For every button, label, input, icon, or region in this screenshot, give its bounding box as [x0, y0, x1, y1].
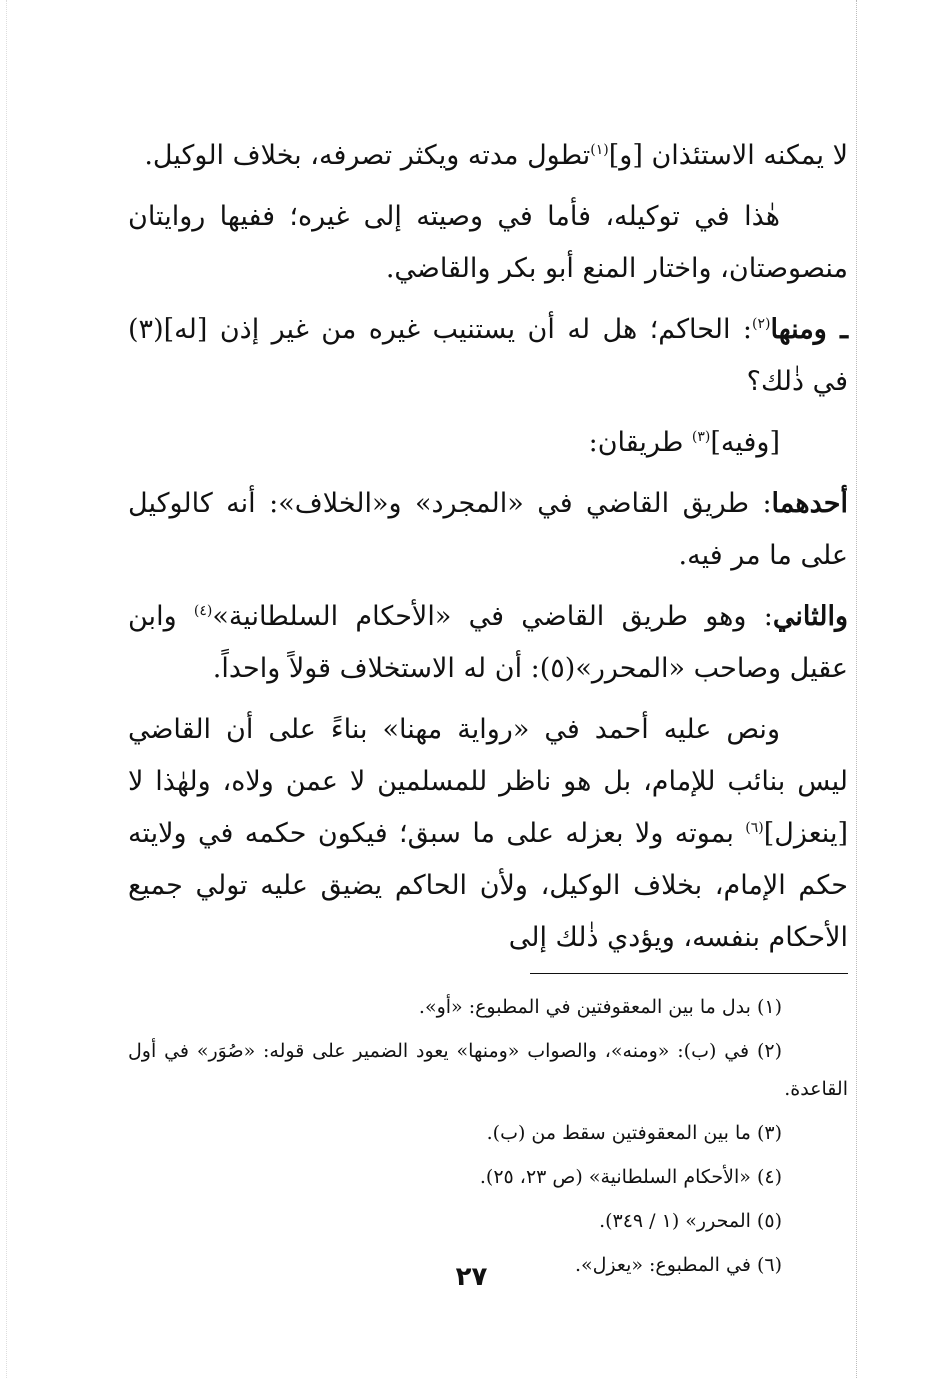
paragraph-text: : وهو طريق القاضي في «الأحكام السلطانية»	[212, 601, 773, 632]
footnote-6: (٦) في المطبوع: «يعزل».	[574, 1254, 782, 1276]
page-content	[128, 130, 848, 1290]
footnote-ref[interactable]: (٢)	[752, 316, 771, 332]
paragraph-text: [وفيه]	[710, 427, 780, 458]
footnote-separator	[530, 973, 848, 974]
paragraph-2	[128, 191, 848, 295]
paragraph-text: طريقان:	[588, 427, 692, 458]
paragraph-text: : الحاكم؛ هل له أن يستنيب غيره من غير إذن [له]	[163, 314, 752, 345]
paragraph-text: وابن عقيل وصاحب «المحرر»(٥): أن له الاستخلاف قولاً واحداً.	[128, 601, 848, 684]
paragraph-text: تطول مدته ويكثر تصرفه، بخلاف الوكيل.	[144, 140, 591, 171]
footnote-2: (٢) في (ب): «ومنه»، والصواب «ومنها» يعود الضمير على قوله: «صُوَر» في أول القاعدة.	[128, 1040, 848, 1100]
footnote-ref[interactable]: (٦)	[745, 820, 764, 836]
footnote-1: (١) بدل ما بين المعقوفتين في المطبوع: «أو».	[418, 996, 782, 1018]
paragraph-7	[128, 704, 848, 964]
paragraph-text: بموته ولا بعزله على ما سبق؛ فيكون حكمه في ولايته حكم الإمام، بخلاف الوكيل، ولأن الحاكم يضيق عليه تولي جميع الأحكام بنفسه، ويؤدي ذٰلك إلى	[128, 818, 848, 953]
paragraph-text: لا يمكنه الاستئذان [و]	[608, 140, 848, 171]
footnote-4: (٤) «الأحكام السلطانية» (ص ٢٣، ٢٥).	[479, 1166, 782, 1188]
page-edge-right	[856, 0, 857, 1378]
footnote-3: (٣) ما بين المعقوفتين سقط من (ب).	[486, 1122, 782, 1144]
footnote-ref[interactable]: (٣)	[691, 429, 711, 445]
paragraph-text: (٣) في ذٰلك؟	[128, 314, 848, 397]
paragraph-6	[128, 591, 848, 695]
paragraph-4	[128, 417, 848, 469]
paragraph-lead: والثاني	[772, 601, 848, 632]
footnote-ref[interactable]: (١)	[590, 142, 609, 158]
paragraph-lead: ـ ومنها	[770, 314, 848, 345]
footnote-5: (٥) المحرر» (١ / ٣٤٩).	[599, 1210, 782, 1232]
paragraph-1	[128, 130, 848, 182]
page-edge-left	[6, 0, 7, 1378]
paragraph-5	[128, 478, 848, 582]
page-number: ٢٧	[455, 1262, 488, 1292]
paragraph-lead: أحدهما	[771, 488, 848, 519]
paragraph-text: : طريق القاضي في «المجرد» و«الخلاف»: أنه كالوكيل على ما مر فيه.	[128, 488, 848, 571]
footnote-ref[interactable]: (٤)	[193, 603, 213, 619]
paragraph-3	[128, 304, 848, 408]
footnotes	[128, 988, 848, 1284]
paragraph-text: ونص عليه أحمد في «رواية مهنا» بناءً على أن القاضي ليس بنائب للإمام، بل هو ناظر للمسلمين لا عمن ولاه، ولهٰذا لا [ينعزل]	[128, 714, 848, 849]
paragraph-text: هٰذا في توكيله، فأما في وصيته إلى غيره؛ ففيها روايتان منصوصتان، واختار المنع أبو بكر والقاضي.	[128, 201, 848, 284]
